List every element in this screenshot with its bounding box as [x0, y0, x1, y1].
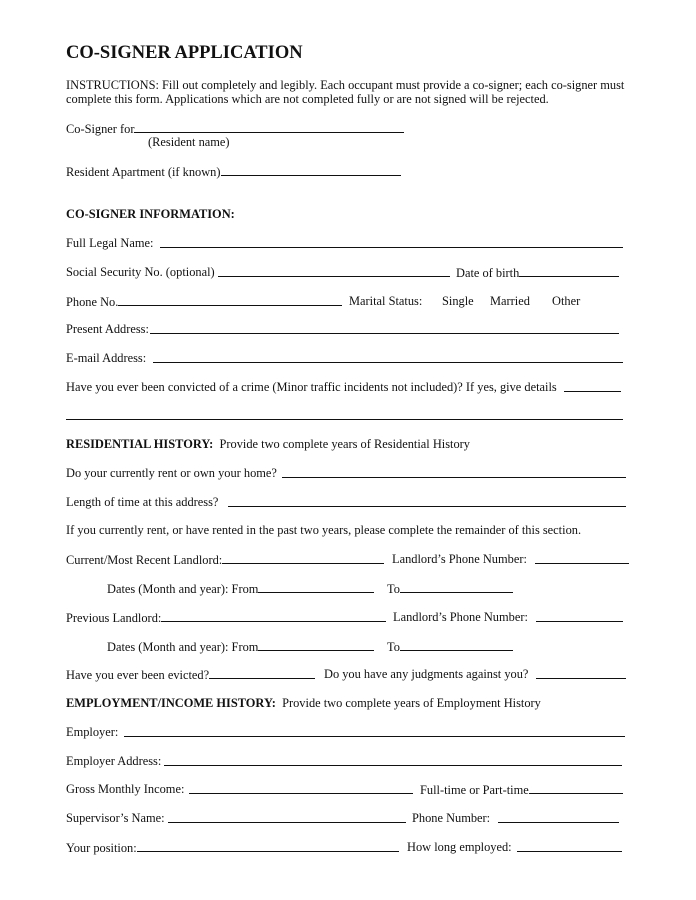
- resident-name-field[interactable]: [134, 121, 404, 133]
- current-dates-to-field[interactable]: [400, 581, 513, 593]
- how-long-employed-field[interactable]: [517, 840, 622, 852]
- previous-dates-label: Dates (Month and year): From: [107, 640, 259, 654]
- supervisor-name-row: [66, 811, 165, 825]
- cosigner-info-heading: CO-SIGNER INFORMATION:: [66, 207, 235, 221]
- present-address-field[interactable]: [150, 322, 619, 334]
- supervisor-phone-field[interactable]: [498, 811, 619, 823]
- email-row: [66, 351, 146, 365]
- ssn-field[interactable]: [218, 265, 450, 277]
- full-or-part-time-field[interactable]: [529, 782, 623, 794]
- resident-apartment-row: [66, 164, 401, 179]
- dob-field[interactable]: [519, 265, 619, 277]
- current-landlord-phone-label: Landlord’s Phone Number:: [392, 552, 527, 566]
- length-of-time-row: [66, 495, 218, 509]
- length-of-time-field[interactable]: [228, 495, 626, 507]
- resident-apartment-field[interactable]: [221, 164, 401, 176]
- gross-monthly-income-label: Gross Monthly Income:: [66, 782, 185, 796]
- crime-label: Have you ever been convicted of a crime (Minor traffic incidents not included)? If yes, give details: [66, 380, 557, 394]
- page-title: CO-SIGNER APPLICATION: [66, 43, 303, 63]
- previous-dates-to-field[interactable]: [400, 639, 513, 651]
- length-of-time-label: Length of time at this address?: [66, 495, 219, 509]
- dob-row: [456, 265, 619, 280]
- employer-address-field[interactable]: [164, 754, 622, 766]
- how-long-employed-row: [407, 840, 512, 854]
- employer-label: Employer:: [66, 725, 119, 739]
- rent-or-own-label: Do your currently rent or own your home?: [66, 466, 277, 480]
- full-or-part-time-row: [420, 782, 623, 797]
- employer-address-row: [66, 754, 161, 768]
- supervisor-phone-label: Phone Number:: [412, 811, 491, 825]
- rent-or-own-field[interactable]: [282, 466, 626, 478]
- current-dates-to-row: [387, 581, 513, 596]
- previous-landlord-phone-row: [393, 610, 528, 624]
- supervisor-name-label: Supervisor’s Name:: [66, 811, 165, 825]
- previous-dates-to-row: [387, 639, 513, 654]
- previous-dates-to-label: To: [387, 640, 400, 654]
- previous-landlord-phone-label: Landlord’s Phone Number:: [393, 610, 528, 624]
- current-dates-label: Dates (Month and year): From: [107, 582, 259, 596]
- evicted-field[interactable]: [209, 667, 315, 679]
- previous-dates-from-field[interactable]: [258, 639, 374, 651]
- previous-landlord-phone-field[interactable]: [536, 610, 623, 622]
- your-position-row: [66, 840, 399, 855]
- judgments-row: [324, 667, 528, 681]
- employer-field[interactable]: [124, 725, 625, 737]
- current-landlord-phone-field[interactable]: [535, 552, 629, 564]
- current-landlord-row: [66, 552, 384, 567]
- current-dates-to-label: To: [387, 582, 400, 596]
- residential-history-heading: RESIDENTIAL HISTORY:: [66, 437, 214, 451]
- full-legal-name-row: [66, 236, 153, 250]
- resident-apartment-label: Resident Apartment (if known): [66, 165, 221, 179]
- employment-history-heading-row: [66, 696, 541, 710]
- marital-status-label: Marital Status:: [349, 294, 423, 308]
- full-legal-name-field[interactable]: [160, 236, 623, 248]
- cosigner-for-row: [66, 121, 404, 136]
- current-landlord-phone-row: [392, 552, 527, 566]
- if-rent-text: If you currently rent, or have rented in the past two years, please complete the remainder of this section.: [66, 523, 582, 537]
- previous-landlord-label: Previous Landlord:: [66, 611, 162, 625]
- cosigner-application-form: [66, 0, 632, 900]
- previous-landlord-row: [66, 610, 386, 625]
- residential-history-note: Provide two complete years of Residential History: [219, 437, 470, 451]
- gross-monthly-income-row: [66, 782, 184, 796]
- residential-history-heading-row: [66, 437, 470, 451]
- full-or-part-time-label: Full-time or Part-time: [420, 783, 529, 797]
- judgments-field[interactable]: [536, 667, 626, 679]
- your-position-field[interactable]: [137, 840, 399, 852]
- current-dates-from-field[interactable]: [258, 581, 374, 593]
- phone-field[interactable]: [118, 294, 342, 306]
- supervisor-name-field[interactable]: [168, 811, 406, 823]
- employment-history-heading: EMPLOYMENT/INCOME HISTORY:: [66, 696, 276, 710]
- ssn-row: [66, 265, 215, 279]
- employment-history-note: Provide two complete years of Employment History: [282, 696, 541, 710]
- marital-option-single[interactable]: Single: [442, 294, 474, 308]
- your-position-label: Your position:: [66, 841, 137, 855]
- rent-or-own-row: [66, 466, 277, 480]
- cosigner-for-label: Co-Signer for: [66, 122, 135, 136]
- full-legal-name-label: Full Legal Name:: [66, 236, 154, 250]
- gross-monthly-income-field[interactable]: [189, 782, 413, 794]
- crime-details-field[interactable]: [564, 380, 621, 392]
- instructions-text: INSTRUCTIONS: Fill out completely and legibly. Each occupant must provide a co-signer; each co-signer must complete this form. Applications which are not completed fully or are not signed will be rejected.: [66, 78, 625, 106]
- marital-option-other[interactable]: Other: [552, 294, 581, 308]
- marital-option-married[interactable]: Married: [490, 294, 530, 308]
- phone-row: [66, 294, 342, 309]
- current-dates-row: [107, 581, 374, 596]
- resident-name-hint: (Resident name): [148, 135, 230, 149]
- evicted-row: [66, 667, 315, 682]
- current-landlord-field[interactable]: [222, 552, 384, 564]
- judgments-label: Do you have any judgments against you?: [324, 667, 529, 681]
- previous-landlord-field[interactable]: [161, 610, 386, 622]
- how-long-employed-label: How long employed:: [407, 840, 512, 854]
- evicted-label: Have you ever been evicted?: [66, 668, 210, 682]
- previous-dates-row: [107, 639, 374, 654]
- current-landlord-label: Current/Most Recent Landlord:: [66, 553, 223, 567]
- email-field[interactable]: [153, 351, 623, 363]
- crime-row: [66, 380, 557, 394]
- employer-address-label: Employer Address:: [66, 754, 162, 768]
- crime-details-line[interactable]: [66, 419, 623, 420]
- ssn-label: Social Security No. (optional): [66, 265, 215, 279]
- present-address-row: [66, 322, 149, 336]
- present-address-label: Present Address:: [66, 322, 149, 336]
- dob-label: Date of birth: [456, 266, 520, 280]
- supervisor-phone-row: [412, 811, 490, 825]
- phone-label: Phone No.: [66, 295, 119, 309]
- email-label: E-mail Address:: [66, 351, 147, 365]
- employer-row: [66, 725, 118, 739]
